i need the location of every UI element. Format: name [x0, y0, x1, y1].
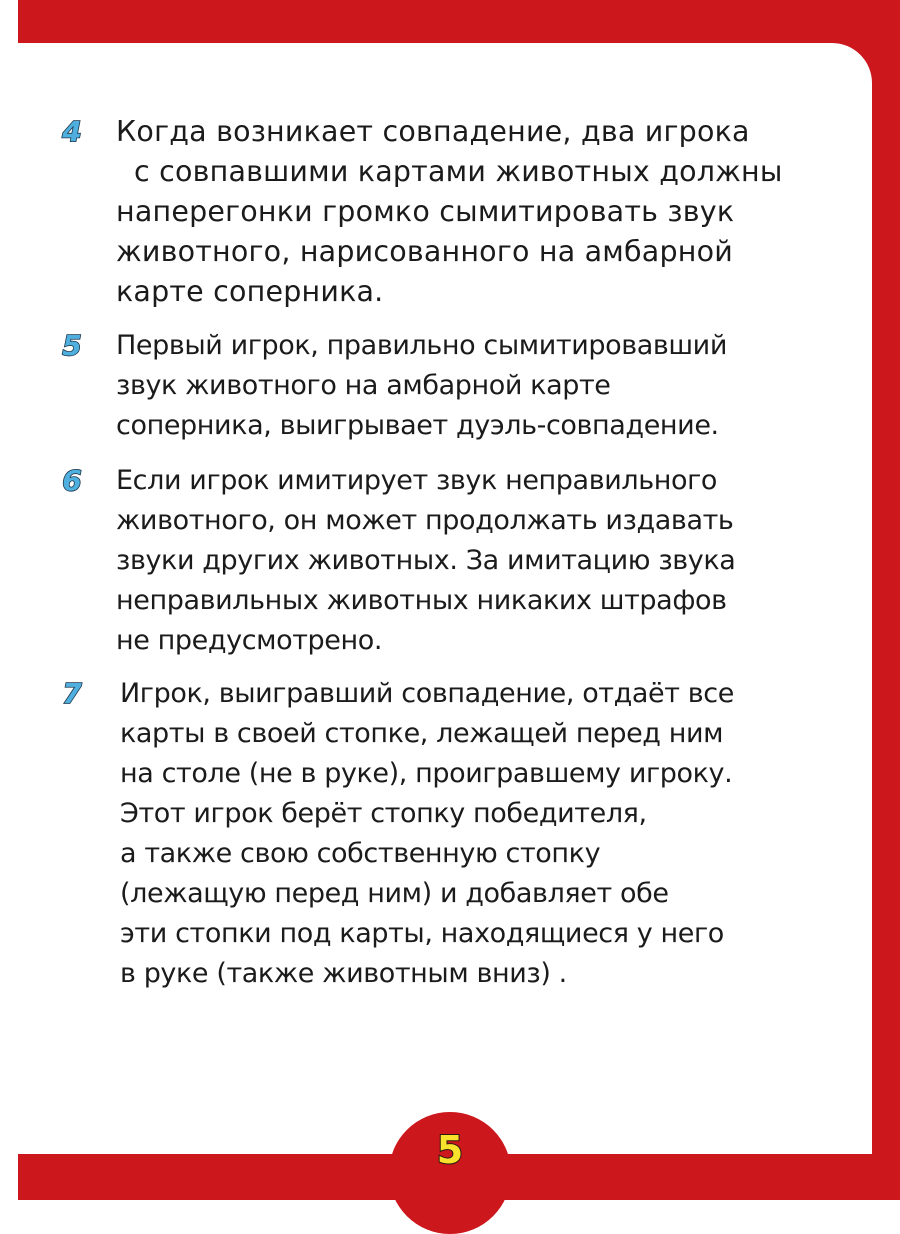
step-number: 4	[62, 115, 82, 148]
text-line: животного, он может продолжать издавать	[116, 505, 734, 536]
text-line: Игрок, выигравший совпадение, отдаёт все	[120, 678, 734, 709]
step-number: 6	[62, 464, 82, 497]
step-number: 7	[62, 677, 82, 710]
text-line: Когда возникает совпадение, два игрока	[116, 115, 750, 148]
text-line: Этот игрок берёт стопку победителя,	[120, 798, 647, 829]
text-line: соперника, выигрывает дуэль-совпадение.	[116, 410, 719, 441]
step-text	[116, 461, 836, 661]
text-line: карте соперника.	[116, 275, 384, 308]
text-line: не предусмотрено.	[116, 625, 383, 656]
page-frame-top	[18, 0, 900, 43]
page-frame-right	[872, 0, 900, 1200]
text-line: карты в своей стопке, лежащей перед ним	[120, 718, 724, 749]
text-line: эти стопки под карты, находящиеся у него	[120, 918, 724, 949]
text-line: неправильных животных никаких штрафов	[116, 585, 727, 616]
step-text	[120, 674, 840, 994]
text-line: на столе (не в руке), проигравшему игроку.	[120, 758, 733, 789]
text-line: с совпавшими картами животных должны	[134, 155, 783, 188]
text-line: а также свою собственную стопку	[120, 838, 601, 869]
page-number: 5	[436, 1128, 464, 1172]
text-line: (лежащую перед ним) и добавляет обе	[120, 878, 669, 909]
text-line: в руке (также животным вниз) .	[120, 958, 567, 989]
page-frame-corner	[832, 43, 872, 83]
step-text	[116, 326, 836, 446]
text-line: Если игрок имитирует звук неправильного	[116, 465, 717, 496]
step-text	[116, 112, 836, 312]
text-line: звуки других животных. За имитацию звука	[116, 545, 736, 576]
step-number: 5	[62, 329, 82, 362]
text-line: животного, нарисованного на амбарной	[116, 235, 733, 268]
text-line: наперегонки громко сымитировать звук	[116, 195, 735, 228]
text-line: Первый игрок, правильно сымитировавший	[116, 330, 727, 361]
text-line: звук животного на амбарной карте	[116, 370, 611, 401]
